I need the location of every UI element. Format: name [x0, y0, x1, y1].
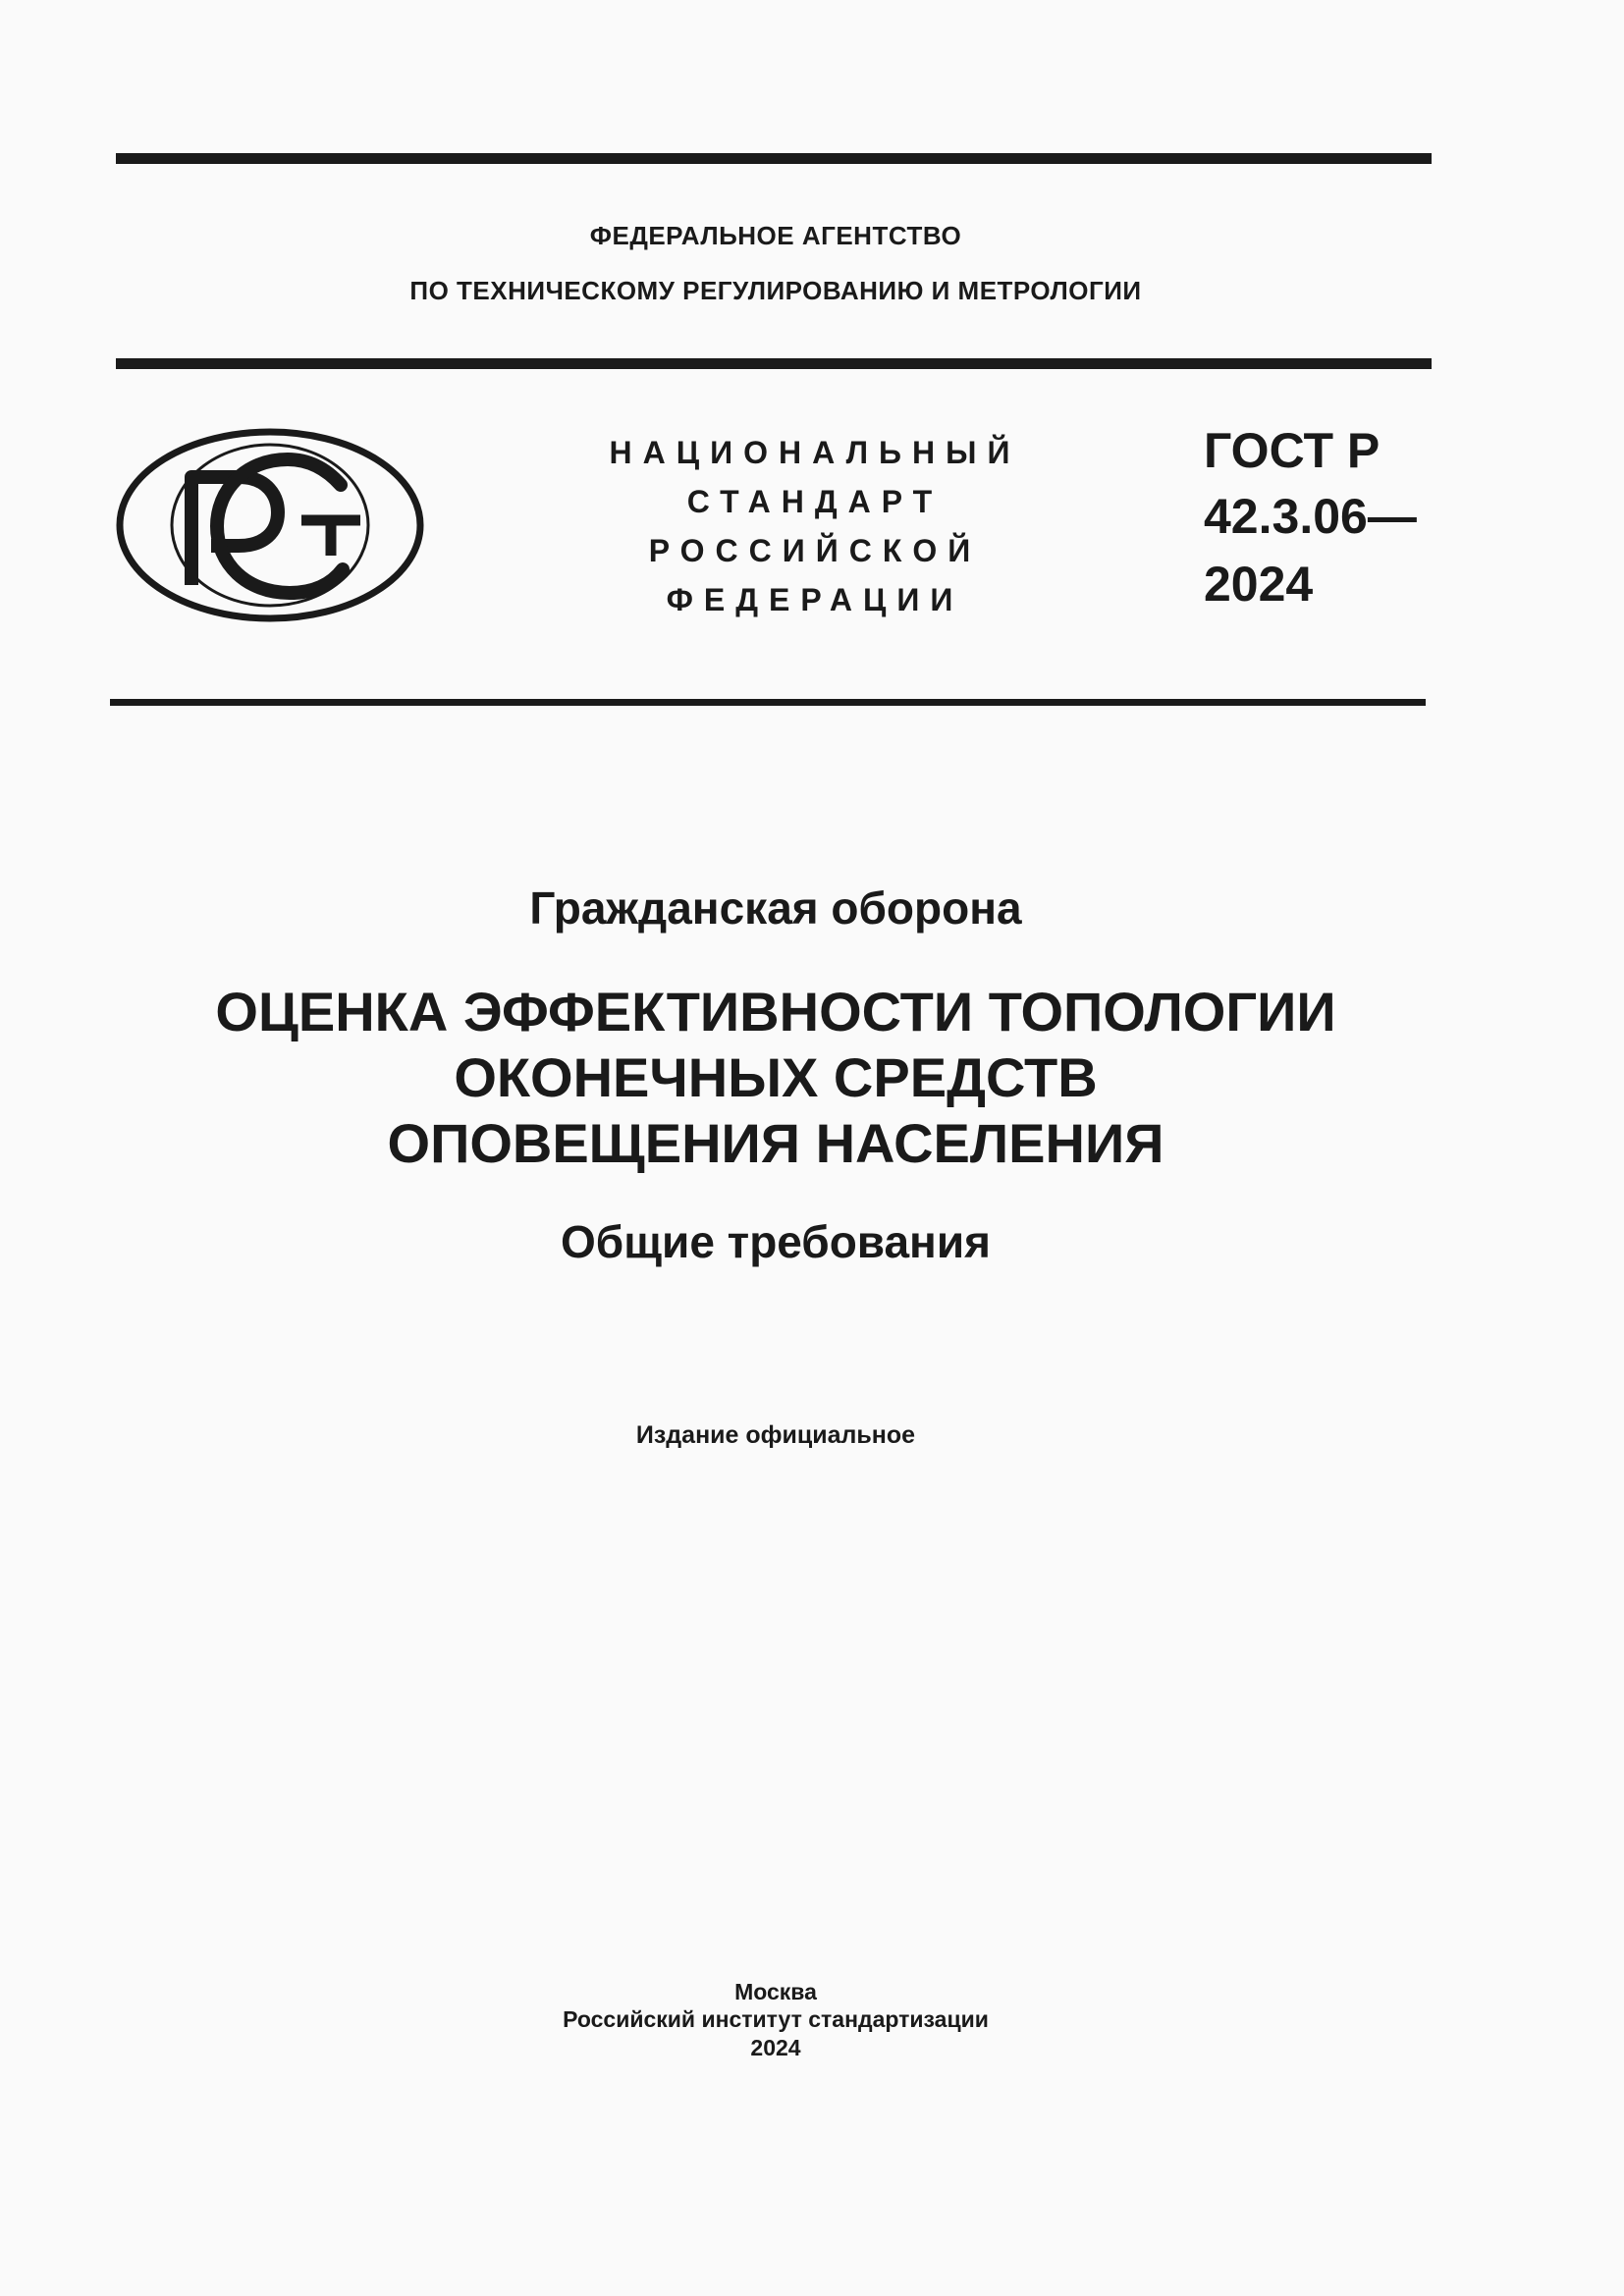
- designation-line-1: ГОСТ Р: [1204, 423, 1380, 478]
- standard-type-line-3: РОССИЙСКОЙ: [648, 533, 982, 568]
- designation-line-3: 2024: [1204, 557, 1314, 612]
- imprint-city: Москва: [734, 1979, 817, 2004]
- middle-rule: [116, 358, 1432, 369]
- standard-type-line-2: СТАНДАРТ: [686, 484, 944, 519]
- imprint-publisher: Российский институт стандартизации: [563, 2006, 989, 2032]
- top-rule: [116, 153, 1432, 164]
- bottom-rule: [110, 699, 1426, 706]
- title-main-line-2: ОКОНЕЧНЫХ СРЕДСТВ: [454, 1046, 1098, 1108]
- standard-type-line-4: ФЕДЕРАЦИИ: [666, 582, 964, 617]
- title-main-line-3: ОПОВЕЩЕНИЯ НАСЕЛЕНИЯ: [387, 1112, 1164, 1174]
- title-subtitle: Общие требования: [561, 1216, 991, 1267]
- imprint-year: 2024: [750, 2035, 801, 2060]
- rst-logo-icon: [115, 426, 429, 624]
- agency-name-line-2: ПО ТЕХНИЧЕСКОМУ РЕГУЛИРОВАНИЮ И МЕТРОЛОГИИ: [409, 276, 1142, 305]
- standard-type-line-1: НАЦИОНАЛЬНЫЙ: [609, 435, 1021, 470]
- title-prefix: Гражданская оборона: [529, 882, 1022, 934]
- title-main-line-1: ОЦЕНКА ЭФФЕКТИВНОСТИ ТОПОЛОГИИ: [215, 981, 1336, 1042]
- agency-name-line-1: ФЕДЕРАЛЬНОЕ АГЕНТСТВО: [589, 221, 962, 250]
- designation-line-2: 42.3.06—: [1204, 489, 1417, 544]
- edition-note: Издание официальное: [635, 1421, 916, 1449]
